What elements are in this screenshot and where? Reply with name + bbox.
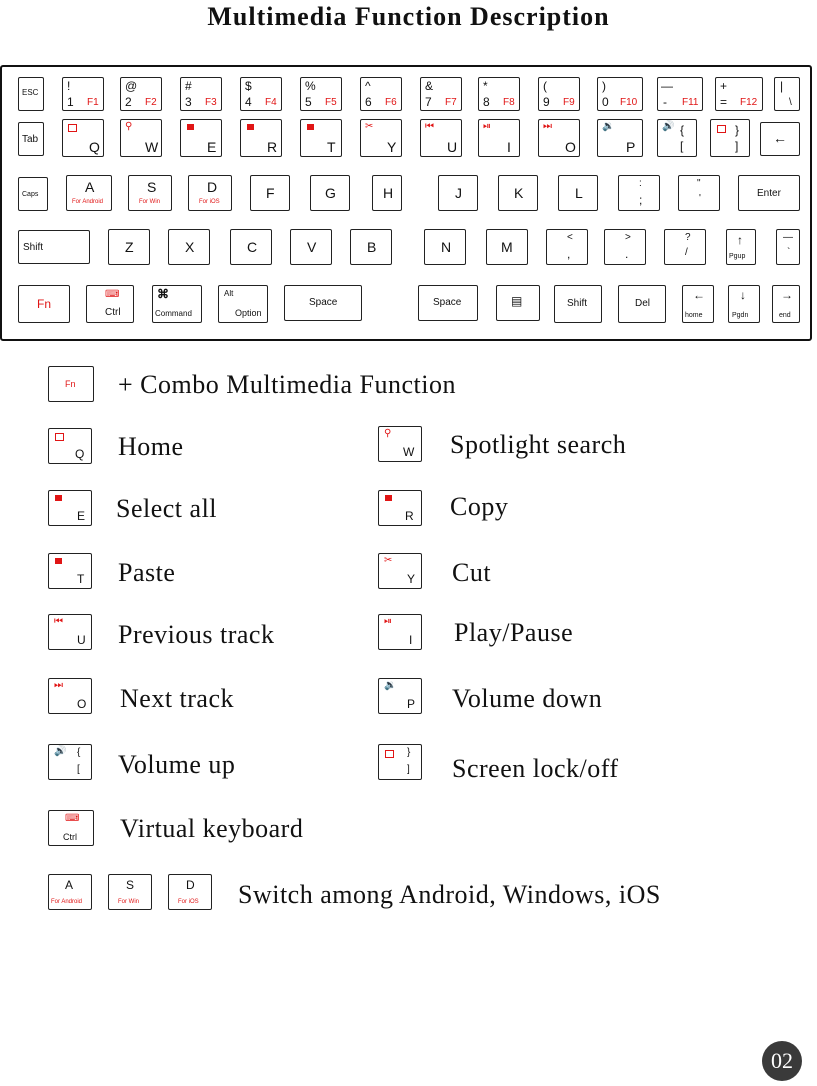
legend-key-r: [378, 490, 422, 526]
key-menu: [496, 285, 540, 321]
key-label: ;: [639, 193, 643, 207]
play-pause-icon: ⏯: [384, 616, 392, 627]
key-label: @: [125, 79, 138, 93]
key-label: E: [77, 509, 86, 523]
virtual-keyboard-icon: ⌨: [105, 289, 120, 300]
key-label: -: [663, 95, 667, 109]
legend-key-y: [378, 553, 422, 589]
key-label: Enter: [757, 188, 781, 199]
legend-key-e: [48, 490, 92, 526]
key-command: [152, 285, 202, 323]
key-label: O: [565, 139, 576, 155]
key-label: :: [639, 178, 642, 189]
page-title: Multimedia Function Description: [207, 2, 610, 31]
key-label: G: [325, 185, 336, 201]
key-label: Space: [309, 297, 338, 308]
key-sublabel: For Android: [72, 199, 104, 205]
key-label: Q: [75, 447, 85, 461]
key-label: ]: [735, 139, 739, 153]
key-label: Shift: [23, 242, 44, 253]
key-label: ?: [685, 232, 691, 243]
previous-track-icon: ⏮: [54, 616, 63, 627]
key-v: [290, 229, 332, 265]
legend-key-d: [168, 874, 212, 910]
key-label: D: [207, 179, 218, 195]
key-label: E: [207, 139, 217, 155]
key-label: U: [447, 139, 458, 155]
key-label: #: [185, 79, 192, 93]
fn-label: F8: [503, 97, 515, 108]
legend-key-p: [378, 678, 422, 714]
key-sublabel: For Android: [51, 899, 83, 905]
fn-combo-text: + Combo Multimedia Function: [118, 370, 456, 399]
home-icon: [55, 433, 64, 441]
key-label: (: [543, 79, 547, 93]
fn-label: F6: [385, 97, 397, 108]
key-label: I: [507, 139, 511, 155]
key-pgup: [726, 229, 756, 265]
key-f: [250, 175, 290, 211]
key-label: T: [327, 139, 336, 155]
key-label: &: [425, 79, 434, 93]
key-g: [310, 175, 350, 211]
key-label: A: [85, 179, 95, 195]
legend-key-right-bracket: [378, 744, 422, 780]
up-arrow-icon: ↑: [737, 233, 743, 247]
key-label: 7: [425, 95, 432, 109]
key-label: W: [403, 445, 415, 459]
key-semicolon: [618, 175, 660, 211]
virtual-keyboard-icon: ⌨: [65, 813, 80, 824]
search-icon: ⚲: [384, 428, 392, 439]
key-label: }: [735, 123, 740, 137]
play-pause-icon: ⏯: [483, 121, 491, 132]
previous-track-icon: ⏮: [425, 121, 434, 132]
key-label: Ctrl: [63, 832, 77, 842]
key-label: +: [720, 79, 728, 93]
key-label: ESC: [22, 88, 39, 97]
key-equals: [715, 77, 763, 111]
fn-label: F1: [87, 97, 99, 108]
key-m: [486, 229, 528, 265]
key-pgdn: [728, 285, 760, 323]
key-label: S: [147, 179, 157, 195]
key-label: Del: [635, 298, 651, 309]
key-o: [538, 119, 580, 157]
key-label: ]: [407, 764, 410, 775]
key-period: [604, 229, 646, 265]
legend-play-pause: Play/Pause: [454, 618, 574, 647]
legend-virtual-keyboard: Virtual keyboard: [120, 814, 304, 843]
fn-label: F3: [205, 97, 217, 108]
legend-spotlight-search: Spotlight search: [450, 430, 627, 459]
key-label: ): [602, 79, 606, 93]
key-label: —: [661, 79, 673, 93]
key-label: Fn: [37, 297, 52, 311]
key-5: [300, 77, 342, 111]
key-label: 2: [125, 95, 132, 109]
command-icon: ⌘: [157, 287, 169, 301]
key-label: Ctrl: [105, 307, 121, 318]
key-d: [188, 175, 232, 211]
key-label: ←: [773, 130, 787, 146]
key-esc: [18, 77, 44, 111]
key-sublabel: For iOS: [199, 199, 220, 205]
key-label: J: [455, 185, 462, 201]
key-label: .: [625, 247, 629, 261]
key-e: [180, 119, 222, 157]
key-comma: [546, 229, 588, 265]
key-label: Pgup: [729, 253, 746, 260]
key-t: [300, 119, 342, 157]
legend-key-fn: [48, 366, 94, 402]
key-l: [558, 175, 598, 211]
key-label: Shift: [567, 298, 588, 309]
key-label: >: [625, 232, 631, 243]
key-home: [682, 285, 714, 323]
legend-home: Home: [118, 432, 184, 461]
key-label: B: [367, 239, 377, 255]
copy-icon: [247, 124, 254, 130]
key-option: [218, 285, 268, 323]
key-label: M: [501, 239, 513, 255]
key-slash: [664, 229, 706, 265]
paste-icon: [55, 558, 62, 564]
key-r: [240, 119, 282, 157]
key-label: C: [247, 239, 258, 255]
legend-volume-up: Volume up: [118, 750, 236, 779]
key-label: <: [567, 232, 573, 243]
paste-icon: [307, 124, 314, 130]
key-label: T: [77, 572, 85, 586]
key-enter: [738, 175, 800, 211]
legend-next-track: Next track: [120, 684, 235, 713]
key-label: {: [680, 123, 685, 137]
volume-up-icon: 🔊: [662, 121, 675, 132]
key-label: K: [514, 185, 524, 201]
home-icon: [68, 124, 77, 132]
legend-key-left-bracket: [48, 744, 92, 780]
key-u: [420, 119, 462, 157]
key-a: [66, 175, 112, 211]
key-label: A: [65, 878, 74, 892]
select-all-icon: [55, 495, 62, 501]
fn-label: F12: [740, 97, 758, 108]
key-9: [538, 77, 580, 111]
key-label: =: [720, 95, 728, 109]
key-label: O: [77, 697, 87, 711]
key-label: N: [441, 239, 452, 255]
key-minus: [657, 77, 703, 111]
left-arrow-icon: ←: [693, 288, 705, 302]
volume-down-icon: 🔉: [602, 121, 615, 132]
legend-key-t: [48, 553, 92, 589]
legend-key-u: [48, 614, 92, 650]
key-shift-left: [18, 230, 90, 264]
legend-volume-down: Volume down: [452, 684, 603, 713]
key-label: ': [699, 193, 701, 204]
key-del: [618, 285, 666, 323]
key-w: [120, 119, 162, 157]
key-label: Option: [235, 308, 262, 318]
key-label: Y: [407, 572, 416, 586]
down-arrow-icon: ↓: [740, 288, 746, 302]
key-right-bracket: [710, 119, 750, 157]
key-y: [360, 119, 402, 157]
legend-cut: Cut: [452, 558, 492, 587]
key-label: Tab: [22, 134, 39, 145]
key-4: [240, 77, 282, 111]
key-space-right: [418, 285, 478, 321]
key-label: W: [145, 139, 159, 155]
select-all-icon: [187, 124, 194, 130]
key-label: ^: [365, 79, 371, 93]
lock-icon: [385, 750, 394, 758]
key-label: I: [409, 633, 413, 647]
legend-select-all: Select all: [116, 494, 218, 523]
key-label: Fn: [65, 379, 76, 389]
key-label: X: [185, 239, 195, 255]
key-label: 8: [483, 95, 490, 109]
key-label: |: [780, 79, 784, 93]
key-p: [597, 119, 643, 157]
key-sublabel: For iOS: [178, 899, 199, 905]
keyboard-diagram: [0, 65, 812, 341]
key-tab: [18, 122, 44, 156]
next-track-icon: ⏭: [54, 680, 63, 691]
key-backspace: [760, 122, 800, 156]
key-3: [180, 77, 222, 111]
legend-previous-track: Previous track: [118, 620, 275, 649]
key-label: end: [779, 312, 791, 319]
key-label: P: [626, 139, 636, 155]
key-label: Q: [89, 139, 100, 155]
key-label: D: [186, 878, 195, 892]
volume-up-icon: 🔊: [54, 746, 67, 757]
legend-key-i: [378, 614, 422, 650]
key-label: 0: [602, 95, 609, 109]
key-label: R: [267, 139, 278, 155]
right-arrow-icon: →: [781, 288, 793, 302]
legend-key-a: [48, 874, 92, 910]
legend-key-s: [108, 874, 152, 910]
key-label: F: [266, 185, 275, 201]
key-s: [128, 175, 172, 211]
key-n: [424, 229, 466, 265]
key-sublabel: For Win: [139, 199, 160, 205]
lock-icon: [717, 125, 726, 133]
key-q: [62, 119, 104, 157]
key-label: Alt: [224, 289, 234, 298]
key-8: [478, 77, 520, 111]
key-h: [372, 175, 402, 211]
key-label: \: [789, 97, 792, 108]
key-label: V: [307, 239, 317, 255]
key-label: L: [575, 185, 583, 201]
key-label: 3: [185, 95, 192, 109]
key-caps: [18, 177, 48, 211]
key-space-left: [284, 285, 362, 321]
key-label: !: [67, 79, 71, 93]
key-label: Caps: [22, 191, 39, 198]
key-sublabel: For Win: [118, 899, 139, 905]
key-6: [360, 77, 402, 111]
key-label: }: [407, 747, 411, 758]
key-label: ,: [567, 247, 571, 261]
key-fn: [18, 285, 70, 323]
legend-copy: Copy: [450, 492, 509, 521]
key-shift-right: [554, 285, 602, 323]
key-0: [597, 77, 643, 111]
key-2: [120, 77, 162, 111]
key-b: [350, 229, 392, 265]
key-label: 4: [245, 95, 252, 109]
key-label: Y: [387, 139, 397, 155]
fn-label: F2: [145, 97, 157, 108]
key-label: {: [77, 747, 81, 758]
key-1: [62, 77, 104, 111]
key-label: home: [685, 312, 703, 319]
legend-key-ctrl: [48, 810, 94, 846]
fn-label: F10: [620, 97, 638, 108]
key-j: [438, 175, 478, 211]
key-7: [420, 77, 462, 111]
key-x: [168, 229, 210, 265]
key-backtick: [776, 229, 800, 265]
cut-icon: ✂: [384, 555, 393, 566]
legend-screen-lock: Screen lock/off: [452, 754, 619, 783]
fn-label: F9: [563, 97, 575, 108]
key-z: [108, 229, 150, 265]
key-quote: [678, 175, 720, 211]
key-label: *: [483, 79, 488, 93]
legend-key-o: [48, 678, 92, 714]
key-label: Pgdn: [732, 312, 749, 319]
key-c: [230, 229, 272, 265]
key-label: `: [787, 247, 791, 258]
key-label: Z: [125, 239, 134, 255]
volume-down-icon: 🔉: [384, 680, 397, 691]
fn-label: F11: [682, 97, 699, 108]
key-label: P: [407, 697, 416, 711]
key-left-bracket: [657, 119, 697, 157]
key-label: 6: [365, 95, 372, 109]
fn-label: F7: [445, 97, 457, 108]
key-label: Command: [155, 309, 192, 318]
key-k: [498, 175, 538, 211]
legend-key-w: [378, 426, 422, 462]
legend-key-q: [48, 428, 92, 464]
key-label: H: [383, 185, 394, 201]
key-label: —: [783, 232, 793, 243]
key-label: Space: [433, 297, 462, 308]
key-backslash: [774, 77, 800, 111]
legend-paste: Paste: [118, 558, 176, 587]
copy-icon: [385, 495, 392, 501]
key-label: [: [680, 139, 684, 153]
page-number: 02: [762, 1041, 802, 1081]
key-label: 1: [67, 95, 74, 109]
key-label: %: [305, 79, 316, 93]
key-label: $: [245, 79, 252, 93]
key-label: ": [697, 178, 701, 189]
key-label: /: [685, 247, 688, 258]
fn-label: F4: [265, 97, 277, 108]
search-icon: ⚲: [125, 121, 133, 132]
key-end: [772, 285, 800, 323]
key-label: R: [405, 509, 414, 523]
key-label: U: [77, 633, 86, 647]
legend-switch-os: Switch among Android, Windows, iOS: [238, 880, 661, 909]
fn-label: F5: [325, 97, 337, 108]
menu-icon: ▤: [511, 294, 523, 308]
key-label: [: [77, 764, 80, 775]
key-label: S: [126, 878, 135, 892]
key-label: 5: [305, 95, 312, 109]
next-track-icon: ⏭: [543, 121, 552, 132]
cut-icon: ✂: [365, 121, 374, 132]
key-i: [478, 119, 520, 157]
key-ctrl: [86, 285, 134, 323]
key-label: 9: [543, 95, 550, 109]
